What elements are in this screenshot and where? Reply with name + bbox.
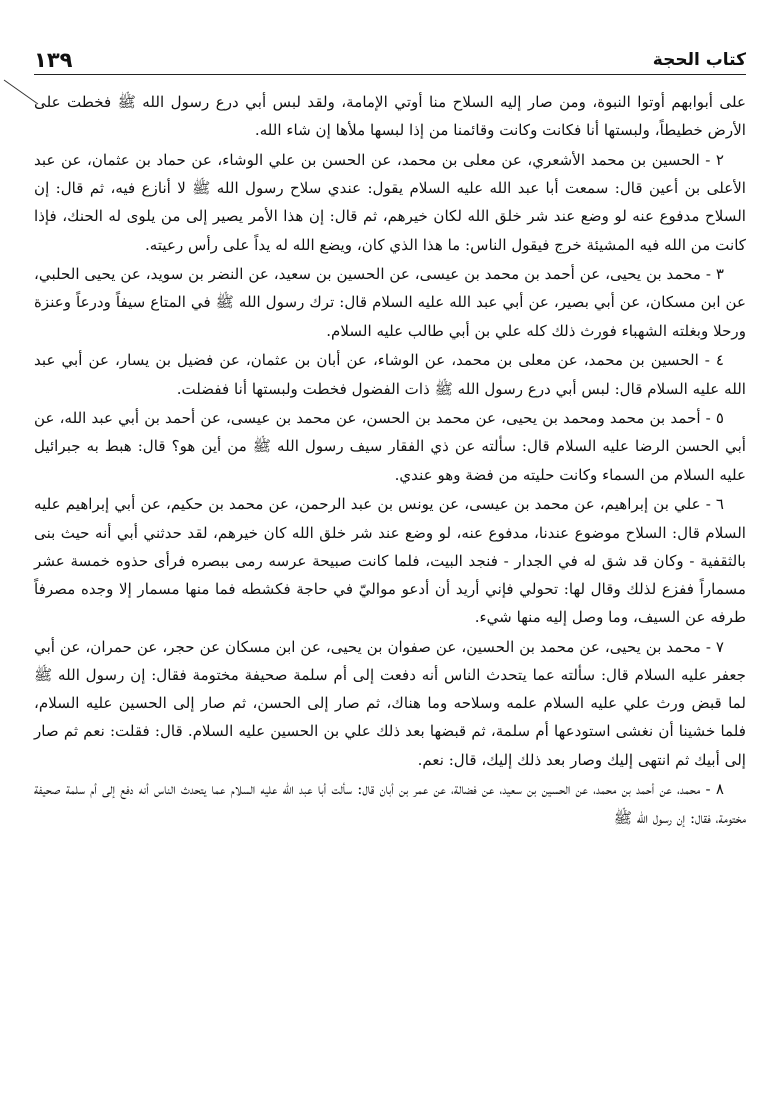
hadith-4: ٤ - الحسين بن محمد، عن معلى بن محمد، عن الوشاء، عن أبان بن عثمان، عن فضيل بن يسار، عن أبي عبد الله عليه السلام قال: لبس أبي درع رسول الله ﷺ ذات الفضول فخطت ولبستها أنا ففضلت. bbox=[34, 351, 746, 398]
hadith-6: ٦ - علي بن إبراهيم، عن محمد بن عيسى، عن يونس بن عبد الرحمن، عن محمد بن حكيم، عن أبي إبراهيم عليه السلام قال: السلاح موضوع عندنا، مدفوع عنه، لو وضع عند شر خلق الله كان خيرهم، لقد حدثني أبي أنه حيث بنى بالثقفية - وكان قد شق له في الجدار - فنجد البيت، فلما كانت صبيحة عرسه رمى ببصره فرأى حذوه خمسة عشر مسماراً ففزع لذلك وقال لها: تحولي فإني أريد أن أدعو مواليّ في حاجة فكشطه فما منها مسمار إلا وجده مصرفاً طرفه عن السيف، وما وصل إليه منها شيء. bbox=[34, 495, 746, 627]
page-number: ١٣٩ bbox=[34, 48, 73, 72]
hadith-2: ٢ - الحسين بن محمد الأشعري، عن معلى بن محمد، عن الحسن بن علي الوشاء، عن حماد بن عثمان، عن عبد الأعلى بن أعين قال: سمعت أبا عبد الله عليه السلام يقول: عندي سلاح رسول الله ﷺ لا أنازع فيه، ثم قال: إن السلاح مدفوع عنه لو وضع عند شر خلق الله لكان خيرهم، ثم قال: إن هذا الأمر يصير إلى من يلوى له الحنك، فإذا كانت من الله فيه المشيئة خرج فيقول الناس: ما هذا الذي كان، ويضع الله له يداً على رأس رعيته. bbox=[34, 150, 746, 254]
hadith-7: ٧ - محمد بن يحيى، عن محمد بن الحسين، عن صفوان بن يحيى، عن ابن مسكان عن حجر، عن حمران، عن أبي جعفر عليه السلام قال: سألته عما يتحدث الناس أنه دفعت إلى أم سلمة صحيفة مختومة فقال: إن رسول الله ﷺ لما قبض ورث علي عليه السلام علمه وسلاحه وما هناك، ثم صار إلى الحسن، ثم صار إلى الحسين عليه السلام، فلما خشينا أن نغشى استودعها أم سلمة، ثم قبضها بعد ذلك علي بن الحسين عليه السلام. قال: فقلت: نعم ثم صار إلى أبيك ثم انتهى إليك وصار بعد ذلك إليك، قال: نعم. bbox=[34, 637, 746, 769]
hadith-5: ٥ - أحمد بن محمد ومحمد بن يحيى، عن محمد بن الحسن، عن محمد بن عيسى، عن أحمد بن أبي عبد الله، عن أبي الحسن الرضا عليه السلام قال: سألته عن ذي الفقار سيف رسول الله ﷺ من أين هو؟ قال: هبط به جبرائيل عليه السلام من السماء وكانت حليته من فضة وهو عندي. bbox=[34, 409, 746, 484]
page-title: كتاب الحجة bbox=[652, 50, 746, 70]
hadith-3: ٣ - محمد بن يحيى، عن أحمد بن محمد بن عيسى، عن الحسين بن سعيد، عن النضر بن سويد، عن يحيى الحلبي، عن ابن مسكان، عن أبي بصير، عن أبي عبد الله عليه السلام قال: ترك رسول الله ﷺ في المتاع سيفاً ودرعاً وعنزة ورحلا وبغلته الشهباء فورث ذلك كله علي بن أبي طالب عليه السلام. bbox=[34, 265, 746, 340]
hadith-text-body bbox=[34, 88, 746, 833]
paragraph-continuation: على أبوابهم أوتوا النبوة، ومن صار إليه السلاح منا أوتي الإمامة، ولقد لبس أبي درع رسول الله ﷺ فخطت على الأرض خطيطاً، ولبستها أنا فكانت وكانت وقائمنا من إذا لبسها ملأها إن شاء الله. bbox=[34, 93, 746, 140]
page-header bbox=[34, 40, 746, 75]
hadith-8: ٨ - محمد، عن أحمد بن محمد، عن الحسين بن سعيد، عن فضالة، عن عمر بن أبان قال: سألت أبا عبد الله عليه السلام عما يتحدث الناس أنه دفع إلى أم سلمة صحيفة مختومة، فقال: إن رسول الله ﷺ bbox=[34, 780, 746, 827]
